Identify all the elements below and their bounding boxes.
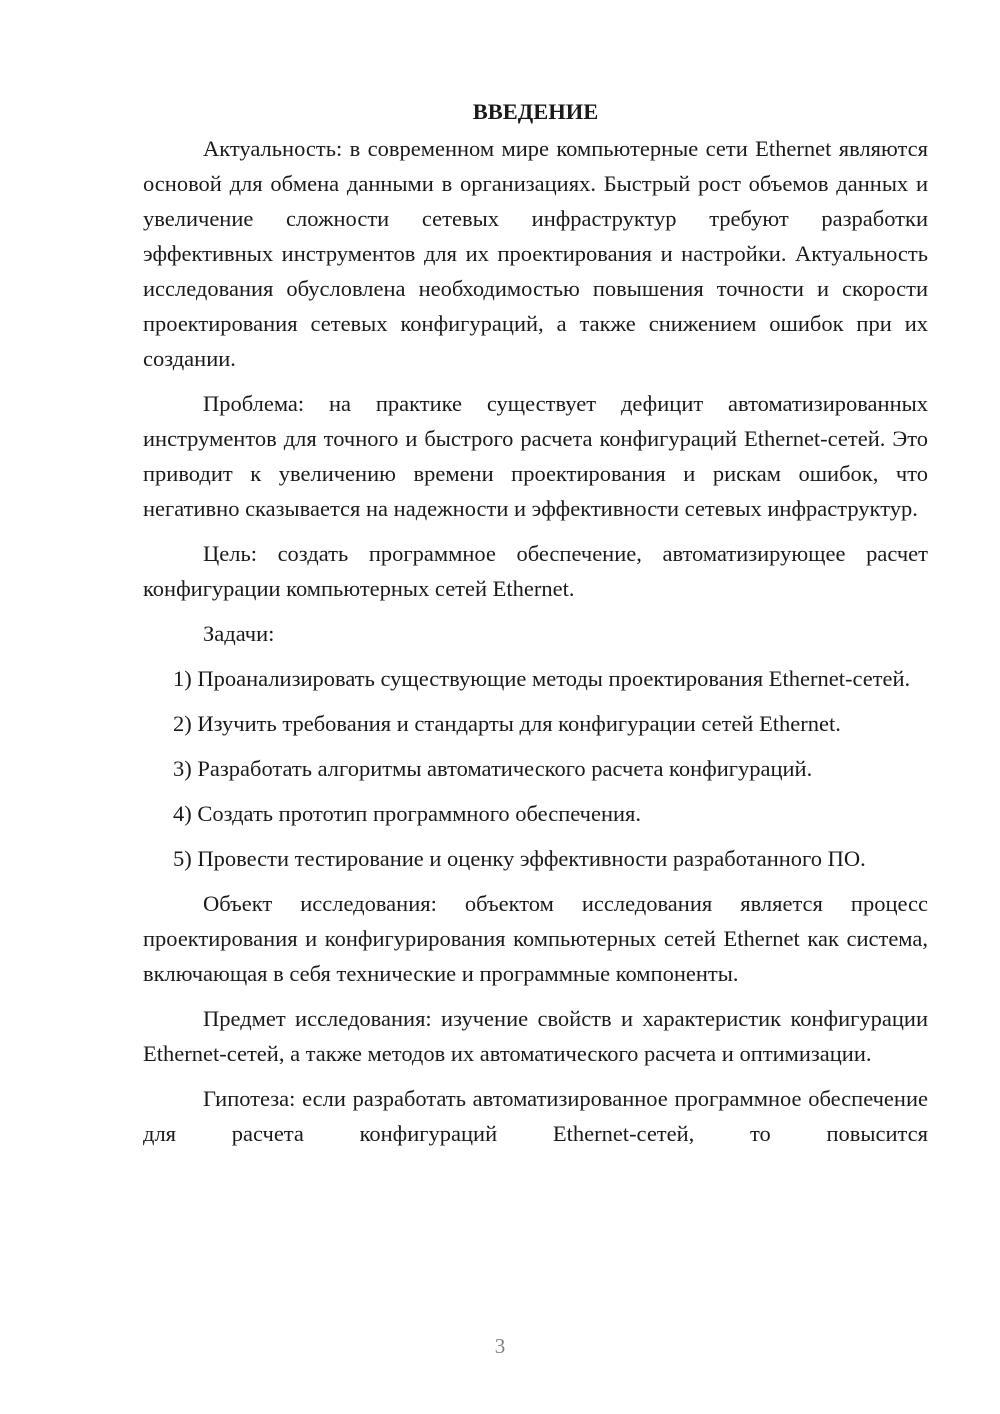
document-page <box>143 96 928 1161</box>
task-item: 5) Провести тестирование и оценку эффективности разработанного ПО. <box>173 846 866 871</box>
hypothesis-paragraph: Гипотеза: если разработать автоматизированное программное обеспечение для расчета конфигураций Ethernet-сетей, то повысится <box>143 1086 928 1146</box>
goal-paragraph: Цель: создать программное обеспечение, автоматизирующее расчет конфигурации компьютерных сетей Ethernet. <box>143 541 928 601</box>
section-title: ВВЕДЕНИЕ <box>472 99 599 124</box>
task-item: 1) Проанализировать существующие методы проектирования Ethernet-сетей. <box>173 666 911 691</box>
problem-paragraph: Проблема: на практике существует дефицит автоматизированных инструментов для точного и быстрого расчета конфигураций Ethernet-сетей. Это приводит к увеличению времени проектирования и рискам ошибок, что негативно сказывается на надежности и эффективности сетевых инфраструктур. <box>143 391 928 521</box>
object-paragraph: Объект исследования: объектом исследования является процесс проектирования и конфигурирования компьютерных сетей Ethernet как система, включающая в себя технические и программные компоненты. <box>143 891 928 986</box>
subject-paragraph: Предмет исследования: изучение свойств и характеристик конфигурации Ethernet-сетей, а также методов их автоматического расчета и оптимизации. <box>143 1006 928 1066</box>
task-item: 3) Разработать алгоритмы автоматического расчета конфигураций. <box>173 756 813 781</box>
page-number: 3 <box>494 1334 506 1358</box>
task-item: 4) Создать прототип программного обеспечения. <box>173 801 642 826</box>
task-item: 2) Изучить требования и стандарты для конфигурации сетей Ethernet. <box>173 711 841 736</box>
tasks-label: Задачи: <box>203 621 275 646</box>
relevance-paragraph: Актуальность: в современном мире компьютерные сети Ethernet являются основой для обмена данными в организациях. Быстрый рост объемов данных и увеличение сложности сетевых инфраструктур требуют разработки эффективных инструментов для их проектирования и настройки. Актуальность исследования обусловлена необходимостью повышения точности и скорости проектирования сетевых конфигураций, а также снижением ошибок при их создании. <box>143 136 928 371</box>
